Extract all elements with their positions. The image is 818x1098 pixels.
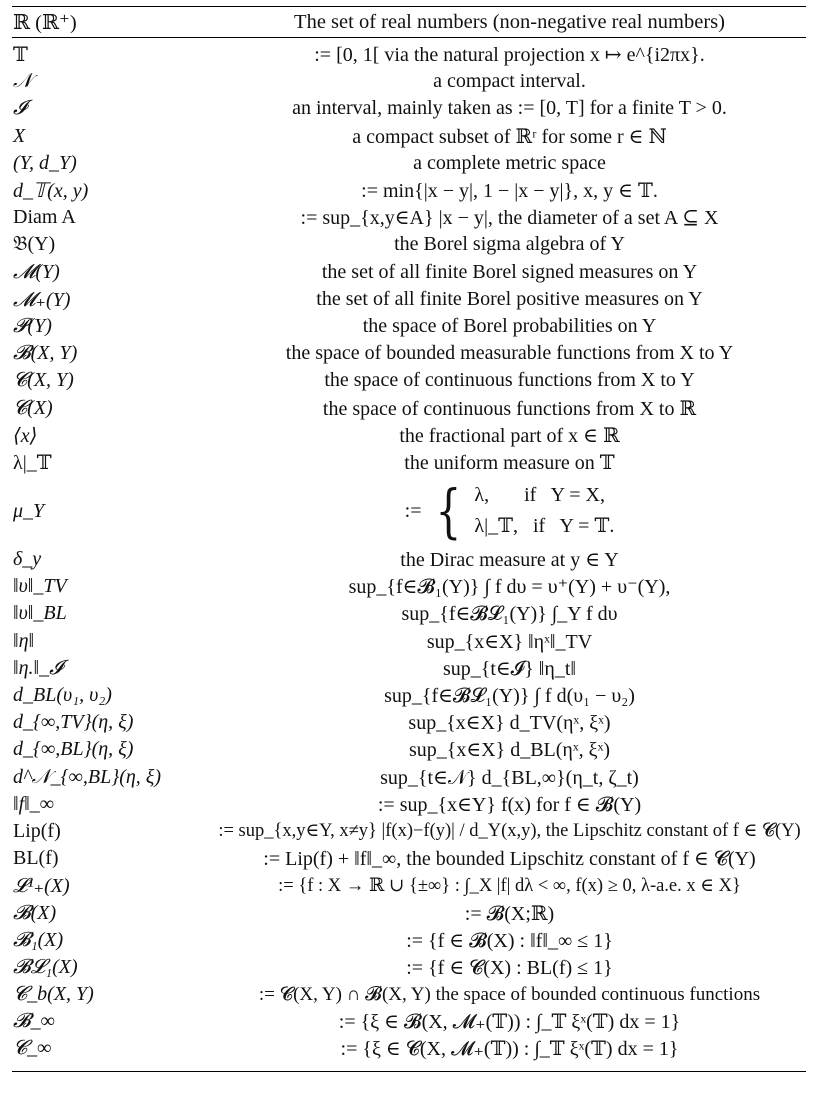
row-description: sup_{x∈X} d_TV(ηˣ, ξˣ) bbox=[408, 712, 611, 735]
row-description: the space of continuous functions from X to ℝ bbox=[322, 397, 697, 420]
table-row bbox=[12, 41, 806, 68]
row-symbol: 𝓜(Y) bbox=[13, 260, 60, 283]
row-description: := [0, 1[ via the natural projection x ↦ e^{i2πx}. bbox=[314, 44, 705, 67]
row-symbol: Diam A bbox=[13, 206, 76, 229]
row-symbol: X bbox=[13, 124, 26, 147]
row-description: the uniform measure on 𝕋 bbox=[404, 451, 615, 474]
table-row bbox=[12, 600, 806, 627]
row-symbol: δ_y bbox=[13, 548, 42, 571]
row-symbol: 𝓒(X, Y) bbox=[13, 369, 74, 392]
row-description: a complete metric space bbox=[413, 151, 606, 174]
table-row bbox=[12, 68, 806, 95]
table-row bbox=[12, 655, 806, 682]
table-row bbox=[12, 736, 806, 763]
table-row bbox=[12, 449, 806, 476]
row-symbol: 𝓘 bbox=[13, 97, 27, 120]
row-symbol: 𝓒_b(X, Y) bbox=[13, 983, 94, 1006]
assign-operator: := bbox=[404, 499, 422, 522]
row-symbol: μ_Y bbox=[13, 499, 45, 522]
left-brace-icon: { bbox=[435, 477, 461, 545]
table-row bbox=[12, 1035, 806, 1062]
table-row bbox=[12, 682, 806, 709]
row-symbol: d_{∞,BL}(η, ξ) bbox=[13, 738, 134, 761]
table-row bbox=[12, 150, 806, 177]
table-row bbox=[12, 981, 806, 1008]
row-symbol: ‖υ‖_BL bbox=[13, 602, 67, 625]
case-line: λ, if Y = X, bbox=[474, 484, 606, 506]
table-row bbox=[12, 313, 806, 340]
row-symbol: Lip(f) bbox=[13, 819, 61, 842]
row-description: the space of bounded measurable functions from X to Y bbox=[285, 342, 734, 365]
row-symbol: 𝔅(Y) bbox=[13, 233, 56, 256]
table-header bbox=[12, 8, 806, 36]
table-row bbox=[12, 286, 806, 313]
row-symbol: 𝓑(X) bbox=[13, 901, 57, 924]
row-description: := min{|x − y|, 1 − |x − y|}, x, y ∈ 𝕋. bbox=[361, 180, 658, 203]
table-row bbox=[12, 259, 806, 286]
table-header-rule bbox=[12, 37, 806, 38]
row-description: := sup_{x,y∈Y, x≠y} |f(x)−f(y)| / d_Y(x,y), the Lipschitz constant of f ∈ 𝓒(Y) bbox=[218, 821, 801, 842]
row-description: the set of all finite Borel signed measures on Y bbox=[321, 260, 698, 283]
row-description: sup_{f∈𝓑𝓛₁(Y)} ∫_Y f dυ bbox=[401, 603, 618, 626]
table-bottom-rule bbox=[12, 1071, 806, 1072]
table-row bbox=[12, 573, 806, 600]
row-description: sup_{x∈X} d_BL(ηˣ, ξˣ) bbox=[408, 739, 611, 762]
table-row bbox=[12, 231, 806, 258]
table-row bbox=[12, 954, 806, 981]
case-line: λ|_𝕋, if Y = 𝕋. bbox=[474, 515, 615, 537]
case-lines bbox=[474, 484, 614, 538]
table-row bbox=[12, 764, 806, 791]
row-symbol: d_{∞,TV}(η, ξ) bbox=[13, 711, 134, 734]
row-symbol: 𝓛¹₊(X) bbox=[13, 875, 70, 898]
header-description: The set of real numbers (non-negative real numbers) bbox=[294, 10, 725, 33]
row-symbol: ‖f‖_∞ bbox=[13, 792, 55, 815]
row-description: sup_{f∈𝓑₁(Y)} ∫ f dυ = υ⁺(Y) + υ⁻(Y), bbox=[348, 576, 671, 599]
row-symbol: ‖υ‖_TV bbox=[13, 575, 67, 598]
row-symbol: d_𝕋(x, y) bbox=[13, 180, 89, 203]
table-row bbox=[12, 709, 806, 736]
row-description: := {f : X → ℝ ∪ {±∞} : ∫_X |f| dλ < ∞, f(x) ≥ 0, λ-a.e. x ∈ X} bbox=[278, 875, 741, 896]
row-description: := 𝓒(X, Y) ∩ 𝓑(X, Y) the space of bounded continuous functions bbox=[258, 983, 761, 1005]
row-symbol: ‖η.‖_𝓘 bbox=[13, 656, 63, 679]
row-symbol: BL(f) bbox=[13, 847, 59, 870]
row-symbol: d_BL(υ₁, υ₂) bbox=[13, 684, 112, 707]
table-row bbox=[12, 95, 806, 122]
row-description-cases bbox=[213, 477, 806, 545]
row-symbol: d^𝒩_{∞,BL}(η, ξ) bbox=[13, 765, 161, 788]
row-symbol: 𝓒_∞ bbox=[13, 1037, 52, 1060]
table-row bbox=[12, 899, 806, 926]
row-description: := {f ∈ 𝓒(X) : BL(f) ≤ 1} bbox=[406, 956, 613, 979]
row-description: the fractional part of x ∈ ℝ bbox=[399, 424, 620, 447]
row-symbol: 𝓒(X) bbox=[13, 396, 53, 419]
row-symbol: 𝓑₁(X) bbox=[13, 928, 64, 951]
table-row bbox=[12, 546, 806, 573]
row-description: sup_{x∈X} ‖ηˣ‖_TV bbox=[426, 630, 593, 653]
row-symbol: 𝓟(Y) bbox=[13, 314, 52, 337]
header-symbol: ℝ (ℝ⁺) bbox=[13, 11, 77, 34]
row-description: the space of continuous functions from X to Y bbox=[324, 369, 695, 392]
row-symbol: 𝓑(X, Y) bbox=[13, 342, 78, 365]
table-row bbox=[12, 927, 806, 954]
table-row bbox=[12, 394, 806, 421]
row-description: := 𝓑(X;ℝ) bbox=[464, 902, 555, 925]
table-row bbox=[12, 177, 806, 204]
row-description: an interval, mainly taken as := [0, T] for a finite T > 0. bbox=[292, 97, 727, 120]
row-description: a compact subset of ℝʳ for some r ∈ ℕ bbox=[352, 125, 667, 148]
row-symbol: 𝒩 bbox=[13, 70, 33, 93]
table-row bbox=[12, 818, 806, 845]
table-row bbox=[12, 476, 806, 546]
row-description: := sup_{x∈Y} f(x) for f ∈ 𝓑(Y) bbox=[377, 793, 642, 816]
table-body bbox=[12, 41, 806, 1063]
table-row bbox=[12, 340, 806, 367]
table-row bbox=[12, 628, 806, 655]
row-description: := sup_{x,y∈A} |x − y|, the diameter of a set A ⊆ X bbox=[300, 207, 719, 230]
row-symbol: ‖η‖ bbox=[13, 629, 35, 652]
row-symbol: 𝕋 bbox=[13, 44, 28, 67]
row-description: := Lip(f) + ‖f‖_∞, the bounded Lipschitz constant of f ∈ 𝓒(Y) bbox=[263, 848, 756, 871]
row-symbol: λ|_𝕋 bbox=[13, 451, 52, 474]
row-symbol: ⟨x⟩ bbox=[13, 424, 38, 447]
row-symbol: 𝓑_∞ bbox=[13, 1010, 55, 1033]
row-description: a compact interval. bbox=[433, 70, 586, 93]
table-row bbox=[12, 845, 806, 872]
piecewise-definition bbox=[404, 477, 615, 545]
row-description: := {f ∈ 𝓑(X) : ‖f‖_∞ ≤ 1} bbox=[406, 929, 613, 952]
row-description: := {ξ ∈ 𝓒(X, 𝓜₊(𝕋)) : ∫_𝕋 ξˣ(𝕋) dx = 1} bbox=[340, 1038, 679, 1061]
row-symbol: 𝓜₊(Y) bbox=[13, 288, 71, 311]
table-row bbox=[12, 1008, 806, 1035]
table-row bbox=[12, 367, 806, 394]
table-row bbox=[12, 422, 806, 449]
row-symbol: (Y, d_Y) bbox=[13, 151, 77, 174]
table-row bbox=[12, 123, 806, 150]
table-row bbox=[12, 204, 806, 231]
table-row bbox=[12, 872, 806, 899]
row-description: sup_{f∈𝓑𝓛₁(Y)} ∫ f d(υ₁ − υ₂) bbox=[384, 685, 635, 708]
row-description: the Dirac measure at y ∈ Y bbox=[400, 549, 619, 572]
row-symbol: 𝓑𝓛₁(X) bbox=[13, 955, 78, 978]
row-description: := {ξ ∈ 𝓑(X, 𝓜₊(𝕋)) : ∫_𝕋 ξˣ(𝕋) dx = 1} bbox=[338, 1011, 681, 1034]
row-description: the space of Borel probabilities on Y bbox=[362, 314, 657, 337]
row-description: sup_{t∈𝒩} d_{BL,∞}(η_t, ζ_t) bbox=[380, 766, 639, 789]
row-description: sup_{t∈𝓘} ‖η_t‖ bbox=[442, 657, 577, 680]
table-row bbox=[12, 791, 806, 818]
row-description: the Borel sigma algebra of Y bbox=[394, 233, 625, 256]
row-description: the set of all finite Borel positive measures on Y bbox=[316, 287, 703, 310]
table-top-rule bbox=[12, 6, 806, 7]
